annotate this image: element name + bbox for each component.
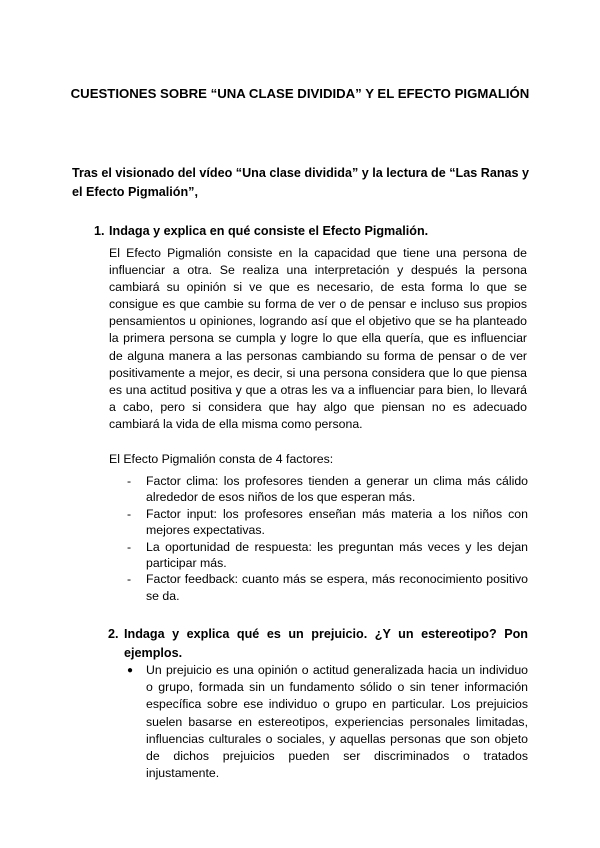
list-item — [127, 539, 528, 572]
question-1 — [94, 222, 529, 240]
list-item — [127, 473, 528, 506]
list-item-text: Factor feedback: cuanto más se espera, más reconocimiento positivo se da. — [146, 572, 528, 603]
document-title: CUESTIONES SOBRE “UNA CLASE DIVIDIDA” Y EL EFECTO PIGMALIÓN — [70, 86, 530, 101]
intro-text: Tras el visionado del vídeo “Una clase dividida” y la lectura de “Las Ranas y el Efecto Pigmalión”, — [72, 166, 530, 199]
answer-1-paragraph: El Efecto Pigmalión consiste en la capacidad que tiene una persona de influenciar a otra. Se realiza una interpretación y después la persona cambiará su opinión si ve que es necesario, de esta forma lo que se consigue es que cambie su forma de ver o de pensar e incluso sus propios pensamientos u opiniones, logrando así que el objetivo que se ha planteado la primera persona se cumpla y logre lo que ella quería, que es influenciar de alguna manera a las personas cambiando su forma de pensar o de ver positivamente a mejor, es decir, si una persona considera que lo que piensa es una actitud positiva y que a otras les va a influenciar para bien, lo llevará a cabo, pero si considera que hay algo que piensan no es adecuado cambiará la vida de ella misma como persona. — [109, 246, 527, 431]
question-2 — [108, 625, 528, 662]
bullet-icon: ● — [127, 665, 134, 676]
list-item — [127, 571, 528, 604]
factors-list — [127, 473, 528, 604]
list-item-text: Factor clima: los profesores tienden a generar un clima más cálido alrededor de esos niños de los que esperan más. — [146, 474, 528, 505]
question-2-number: 2. — [108, 627, 119, 641]
factors-intro: El Efecto Pigmalión consta de 4 factores: — [109, 452, 334, 466]
answer-2-list — [127, 662, 528, 782]
dash-marker: - — [127, 539, 132, 554]
list-item-text: La oportunidad de respuesta: les preguntan más veces y les dejan participar más. — [146, 539, 528, 571]
list-item — [127, 662, 528, 782]
question-2-text: Indaga y explica qué es un prejuicio. ¿Y un estereotipo? Pon ejemplos. — [124, 627, 528, 660]
dash-marker: - — [127, 572, 132, 587]
list-item-text: Factor input: los profesores enseñan más materia a los niños con mejores expectativas. — [146, 506, 528, 538]
question-1-number: 1. — [94, 224, 105, 238]
list-item-text: Un prejuicio es una opinión o actitud generalizada hacia un individuo o grupo, formada sin un fundamento sólido o sin tener información específica sobre ese individuo o grupo en particular. Los prejuicios suelen basarse en estereotipos, experiencias personales limitadas, influencias culturales o sociales, y aquellas personas que son objeto de dichos prejuicios pueden ser discriminados o tratados injustamente. — [146, 663, 528, 781]
dash-marker: - — [127, 474, 132, 488]
list-item — [127, 506, 528, 539]
dash-marker: - — [127, 506, 132, 521]
question-1-text: Indaga y explica en qué consiste el Efecto Pigmalión. — [109, 224, 429, 238]
